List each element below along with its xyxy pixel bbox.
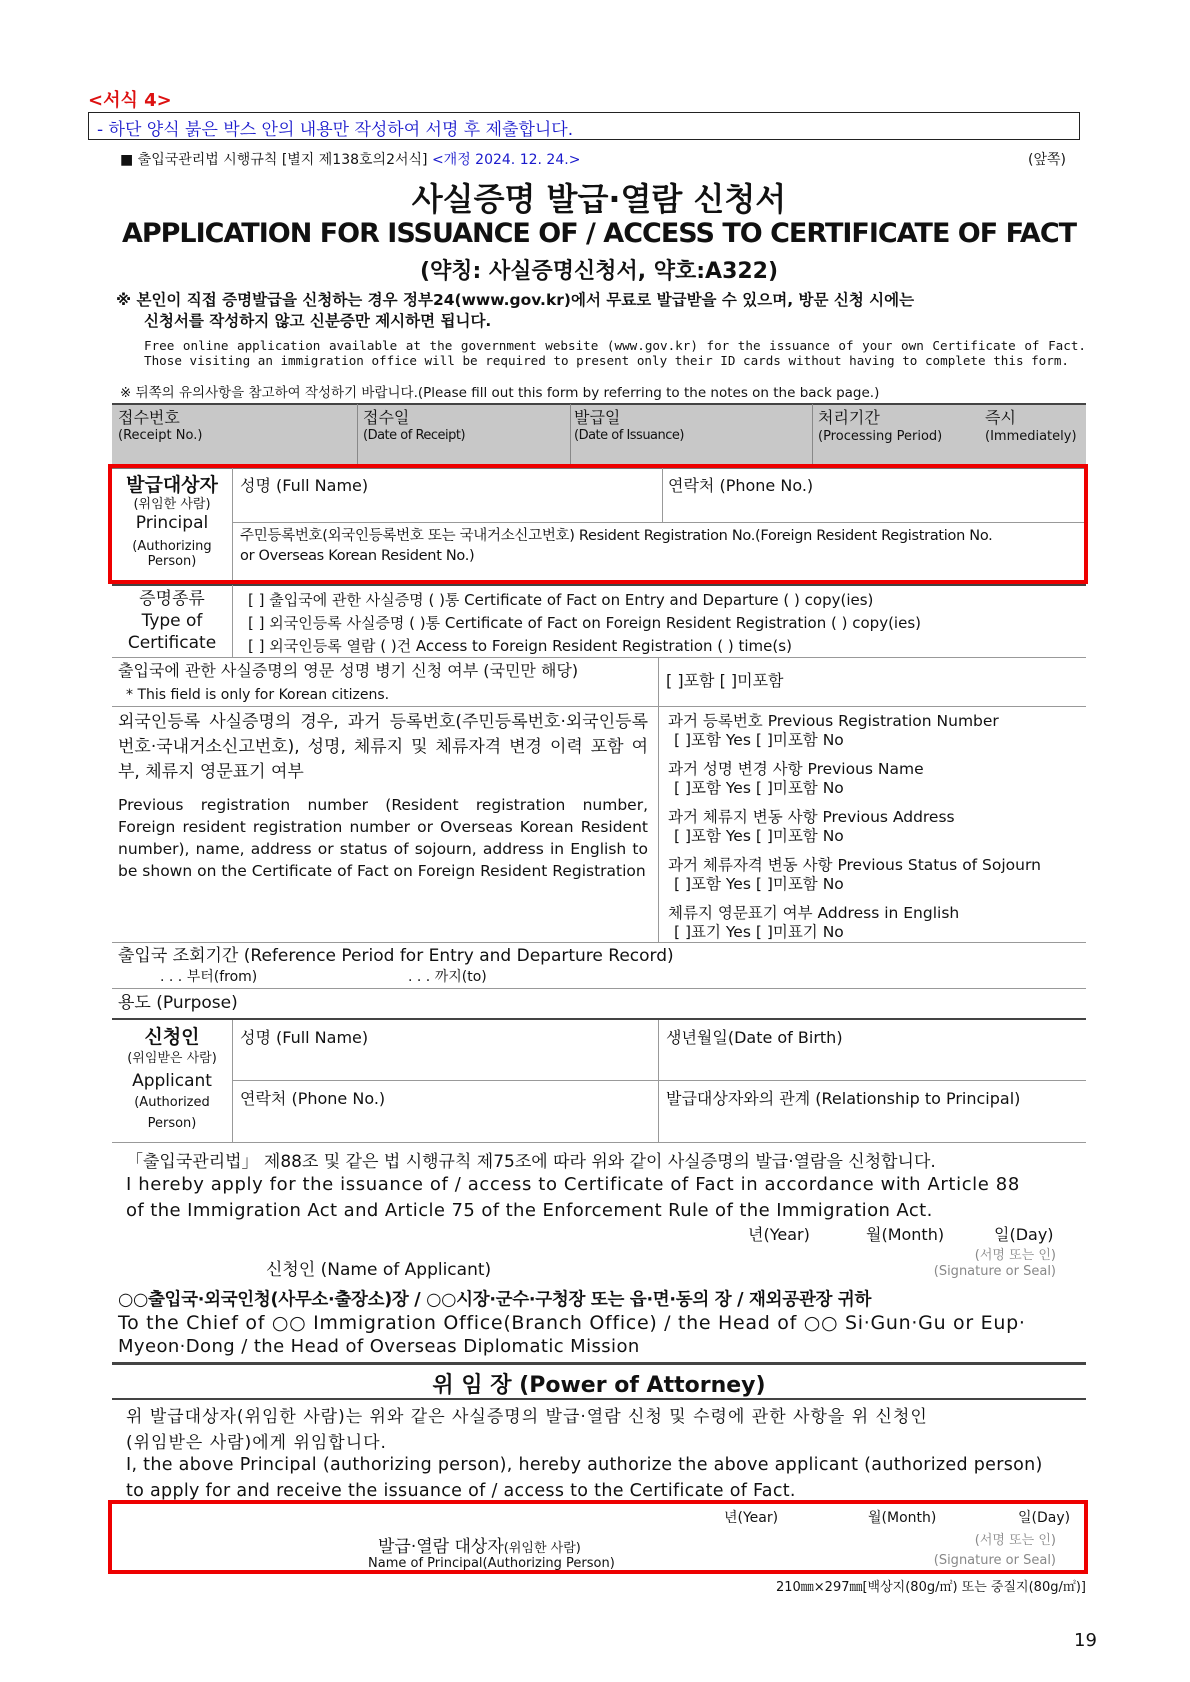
poa-principal-label: 발급·열람 대상자(위임한 사람) — [378, 1537, 581, 1557]
addressee-ko: ○○출입국·외국인청(사무소·출장소)장 / ○○시장·군수·구청장 또는 읍·면·동의 장 / 재외공관장 귀하 — [118, 1290, 872, 1310]
instruction-box: - 하단 양식 붉은 박스 안의 내용만 작성하여 서명 후 제출합니다. — [88, 112, 1080, 140]
principal-registration-no-field[interactable]: 주민등록번호(외국인등록번호 또는 국내거소신고번호) Resident Registration No.(Foreign Resident Registration No. or Overseas Korean Resident No.) — [240, 528, 993, 565]
revision: <개정 2024. 12. 24.> — [431, 152, 581, 168]
english-name-options[interactable]: [ ]포함 [ ]미포함 — [666, 671, 784, 690]
title-abbreviation: (약칭: 사실증명신청서, 약호:A322) — [419, 259, 779, 284]
issuance-date-label: 발급일 — [574, 408, 621, 427]
foreign-registration-question: 외국인등록 사실증명의 경우, 과거 등록번호(주민등록번호·외국인등록번호·국내거소신고번호), 성명, 체류지 및 체류자격 변경 이력 포함 여부, 체류지 영문표기 여부 — [118, 712, 648, 782]
poa-principal-label-en: Name of Principal(Authorizing Person) — [368, 1556, 615, 1571]
addressee-en-2: Myeon·Dong / the Head of Overseas Diplomatic Mission — [118, 1336, 640, 1357]
reference-period-label: 출입국 조회기간 (Reference Period for Entry and Departure Record) — [118, 946, 674, 966]
principal-label: 발급대상자 (위임한 사람) Principal (Authorizing Person) — [126, 474, 218, 570]
title-en: APPLICATION FOR ISSUANCE OF / ACCESS TO CERTIFICATE OF FACT — [121, 218, 1077, 249]
poa-red-box — [108, 1500, 1088, 1574]
poa-text-ko-1: 위 발급대상자(위임한 사람)는 위와 같은 사실증명의 발급·열람 신청 및 수령에 관한 사항을 위 신청인 — [126, 1407, 928, 1427]
principal-name-field[interactable]: 성명 (Full Name) — [240, 476, 369, 495]
declaration-month[interactable]: 월(Month) — [866, 1225, 945, 1244]
addressee-en-1: To the Chief of ○○ Immigration Office(Branch Office) / the Head of ○○ Si·Gun·Gu or Eup· — [118, 1312, 1026, 1334]
principal-phone-field[interactable]: 연락처 (Phone No.) — [668, 476, 814, 495]
previous-address[interactable]: 과거 체류지 변동 사항 Previous Address [ ]포함 Yes [ ]미포함 No — [668, 808, 955, 845]
applicant-birth-date-field[interactable]: 생년월일(Date of Birth) — [666, 1028, 843, 1047]
front-side-label: (앞쪽) — [1028, 152, 1066, 168]
issuance-date-label-en: (Date of Issuance) — [574, 428, 684, 443]
receipt-no-label: 접수번호 — [118, 408, 180, 427]
english-name-question: 출입국에 관한 사실증명의 영문 성명 병기 신청 여부 (국민만 해당) — [118, 661, 579, 680]
immediately-label: 즉시 — [985, 408, 1016, 427]
certificate-option-entry-departure[interactable]: [ ] 출입국에 관한 사실증명 ( )통 Certificate of Fact on Entry and Departure ( ) copy(ies) — [248, 591, 874, 609]
purpose-field[interactable]: 용도 (Purpose) — [118, 993, 238, 1013]
english-name-note: * This field is only for Korean citizens. — [126, 687, 390, 703]
poa-month[interactable]: 월(Month) — [868, 1510, 937, 1526]
receipt-date-label: 접수일 — [363, 408, 410, 427]
form-code: <서식 4> — [88, 90, 172, 111]
declaration-en-2: of the Immigration Act and Article 75 of the Enforcement Rule of the Immigration Act. — [126, 1200, 933, 1221]
page-number: 19 — [1074, 1630, 1097, 1651]
poa-day[interactable]: 일(Day) — [1018, 1510, 1071, 1526]
certificate-type-label: 증명종류 Type of Certificate — [127, 589, 217, 653]
declaration-day[interactable]: 일(Day) — [994, 1225, 1054, 1244]
applicant-name-field[interactable]: 성명 (Full Name) — [240, 1028, 369, 1047]
certificate-option-foreign-registration[interactable]: [ ] 외국인등록 사실증명 ( )통 Certificate of Fact on Foreign Resident Registration ( ) copy(ies) — [248, 614, 921, 632]
immediately-label-en: (Immediately) — [985, 429, 1077, 444]
previous-status-of-sojourn[interactable]: 과거 체류자격 변동 사항 Previous Status of Sojourn [ ]포함 Yes [ ]미포함 No — [668, 856, 1041, 893]
certificate-option-access[interactable]: [ ] 외국인등록 열람 ( )건 Access to Foreign Resident Registration ( ) time(s) — [248, 637, 792, 655]
poa-signature-en[interactable]: (Signature or Seal) — [933, 1553, 1056, 1568]
foreign-registration-question-en: Previous registration number (Resident registration number, Foreign resident registration number or Overseas Korean Resident number), name, address or status of sojourn, address in English to be shown on the Certificate of Fact on Foreign Resident Registration — [118, 796, 648, 880]
declaration-ko: 「출입국관리법」 제88조 및 같은 법 시행규칙 제75조에 따라 위와 같이 사실증명의 발급·열람을 신청합니다. — [126, 1152, 936, 1172]
regulation: ■ 출입국관리법 시행규칙 [별지 제138호의2서식] <개정 2024. 12. 24.> — [120, 152, 581, 168]
notice-ko-1: ※ 본인이 직접 증명발급을 신청하는 경우 정부24(www.gov.kr)에서 무료로 발급받을 수 있으며, 방문 신청 시에는 — [116, 291, 915, 309]
previous-name[interactable]: 과거 성명 변경 사항 Previous Name [ ]포함 Yes [ ]미포함 No — [668, 760, 924, 797]
period-from-field[interactable]: . . . 부터(from) — [160, 969, 258, 985]
receipt-no-label-en: (Receipt No.) — [118, 428, 203, 443]
processing-period-label-en: (Processing Period) — [818, 429, 943, 444]
applicant-label: 신청인 (위임받은 사람) Applicant (Authorized Person) — [127, 1026, 217, 1132]
title-ko: 사실증명 발급·열람 신청서 — [411, 180, 787, 218]
paper-spec: 210㎜×297㎜[백상지(80g/㎡) 또는 중질지(80g/㎡)] — [775, 1580, 1086, 1595]
processing-period-label: 처리기간 — [818, 408, 880, 427]
poa-year[interactable]: 년(Year) — [724, 1510, 779, 1526]
declaration-year[interactable]: 년(Year) — [748, 1225, 810, 1244]
poa-text-en-2: to apply for and receive the issuance of / access to the Certificate of Fact. — [126, 1481, 796, 1501]
poa-text-ko-2: (위임받은 사람)에게 위임합니다. — [126, 1433, 387, 1453]
notice-ko-2: 신청서를 작성하지 않고 신분증만 제시하면 됩니다. — [144, 312, 492, 330]
applicant-phone-field[interactable]: 연락처 (Phone No.) — [240, 1089, 386, 1108]
poa-text-en-1: I, the above Principal (authorizing person), hereby authorize the above applicant (authorized person) — [126, 1455, 1043, 1475]
applicant-name-signature[interactable]: 신청인 (Name of Applicant) — [266, 1260, 492, 1280]
applicant-signature-ko[interactable]: (서명 또는 인) — [974, 1248, 1056, 1263]
notice-en: Free online application available at the government website (www.gov.kr) for the issuance of your own Certificate of Fact. Those visiting an immigration office will be required to present only their ID cards without having to complete this form. — [144, 338, 1086, 368]
period-to-field[interactable]: . . . 까지(to) — [408, 969, 487, 985]
previous-registration-number[interactable]: 과거 등록번호 Previous Registration Number [ ]포함 Yes [ ]미포함 No — [668, 712, 999, 749]
applicant-relationship-field[interactable]: 발급대상자와의 관계 (Relationship to Principal) — [666, 1089, 1021, 1108]
principal-red-box — [108, 464, 1088, 584]
receipt-date-label-en: (Date of Receipt) — [363, 428, 466, 443]
poa-signature-ko[interactable]: (서명 또는 인) — [974, 1533, 1056, 1548]
address-in-english[interactable]: 체류지 영문표기 여부 Address in English [ ]표기 Yes [ ]미표기 No — [668, 904, 960, 941]
applicant-signature-en[interactable]: (Signature or Seal) — [933, 1264, 1056, 1279]
declaration-en-1: I hereby apply for the issuance of / access to Certificate of Fact in accordance with Article 88 — [126, 1174, 1020, 1195]
notice-reference: ※ 뒤쪽의 유의사항을 참고하여 작성하기 바랍니다.(Please fill out this form by referring to the notes on the back page.) — [120, 385, 880, 401]
power-of-attorney-title: 위 임 장 (Power of Attorney) — [432, 1373, 766, 1398]
